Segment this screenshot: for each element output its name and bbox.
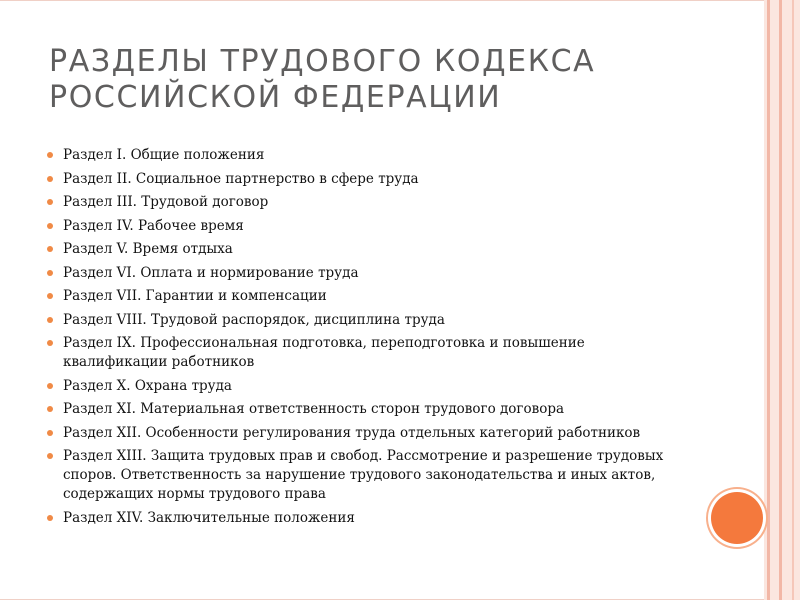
list-item: [47, 447, 687, 504]
circle-bullet-icon: [47, 176, 53, 182]
circle-bullet-icon: [47, 223, 53, 229]
decorative-orange-circle: [711, 492, 763, 544]
list-item: [47, 334, 687, 372]
list-item-text: Раздел XIV. Заключительные положения: [63, 509, 355, 526]
circle-bullet-icon: [47, 515, 53, 521]
list-item-text: Раздел IV. Рабочее время: [63, 217, 244, 234]
list-item: [47, 193, 687, 212]
decorative-stripe-line: [792, 0, 794, 600]
list-item-text: Раздел III. Трудовой договор: [63, 194, 269, 210]
slide-title: РАЗДЕЛЫ ТРУДОВОГО КОДЕКСА РОССИЙСКОЙ ФЕДЕРАЦИИ: [49, 44, 596, 115]
list-item: [47, 400, 687, 419]
list-item-text: Раздел VI. Оплата и нормирование труда: [63, 264, 359, 281]
decorative-stripe-line: [767, 0, 770, 600]
list-item: [47, 264, 687, 283]
circle-bullet-icon: [47, 246, 53, 252]
circle-bullet-icon: [47, 453, 53, 459]
list-item-text: Раздел VII. Гарантии и компенсации: [63, 288, 327, 304]
list-item: [47, 311, 687, 330]
section-list: [47, 146, 687, 532]
list-item-text: Раздел XI. Материальная ответственность сторон трудового договора: [63, 401, 565, 417]
top-border-line: [0, 0, 764, 1]
circle-bullet-icon: [47, 270, 53, 276]
list-item: [47, 377, 687, 396]
circle-bullet-icon: [47, 383, 53, 389]
circle-bullet-icon: [47, 152, 53, 158]
list-item-text: Раздел IX. Профессиональная подготовка, переподготовка и повышение квалификации работников: [63, 335, 585, 370]
circle-bullet-icon: [47, 199, 53, 205]
circle-bullet-icon: [47, 317, 53, 323]
list-item-text: Раздел XII. Особенности регулирования труда отдельных категорий работников: [63, 424, 641, 441]
circle-bullet-icon: [47, 293, 53, 299]
circle-bullet-icon: [47, 340, 53, 346]
list-item-text: Раздел I. Общие положения: [63, 147, 265, 163]
list-item-text: Раздел X. Охрана труда: [63, 377, 232, 394]
list-item-text: Раздел V. Время отдыха: [63, 241, 233, 257]
list-item-text: Раздел II. Социальное партнерство в сфере труда: [63, 170, 419, 187]
list-item: [47, 170, 687, 189]
list-item: [47, 287, 687, 306]
list-item-text: Раздел VIII. Трудовой распорядок, дисциплина труда: [63, 311, 445, 328]
list-item: [47, 240, 687, 259]
list-item-text: Раздел XIII. Защита трудовых прав и свобод. Рассмотрение и разрешение трудовых споров. Ответственность за нарушение трудового законодательства и иных актов, содержащих нормы трудового права: [63, 448, 664, 502]
circle-bullet-icon: [47, 430, 53, 436]
list-item: [47, 509, 687, 528]
list-item: [47, 424, 687, 443]
circle-bullet-icon: [47, 406, 53, 412]
list-item: [47, 217, 687, 236]
decorative-stripe-line: [779, 0, 782, 600]
list-item: [47, 146, 687, 165]
